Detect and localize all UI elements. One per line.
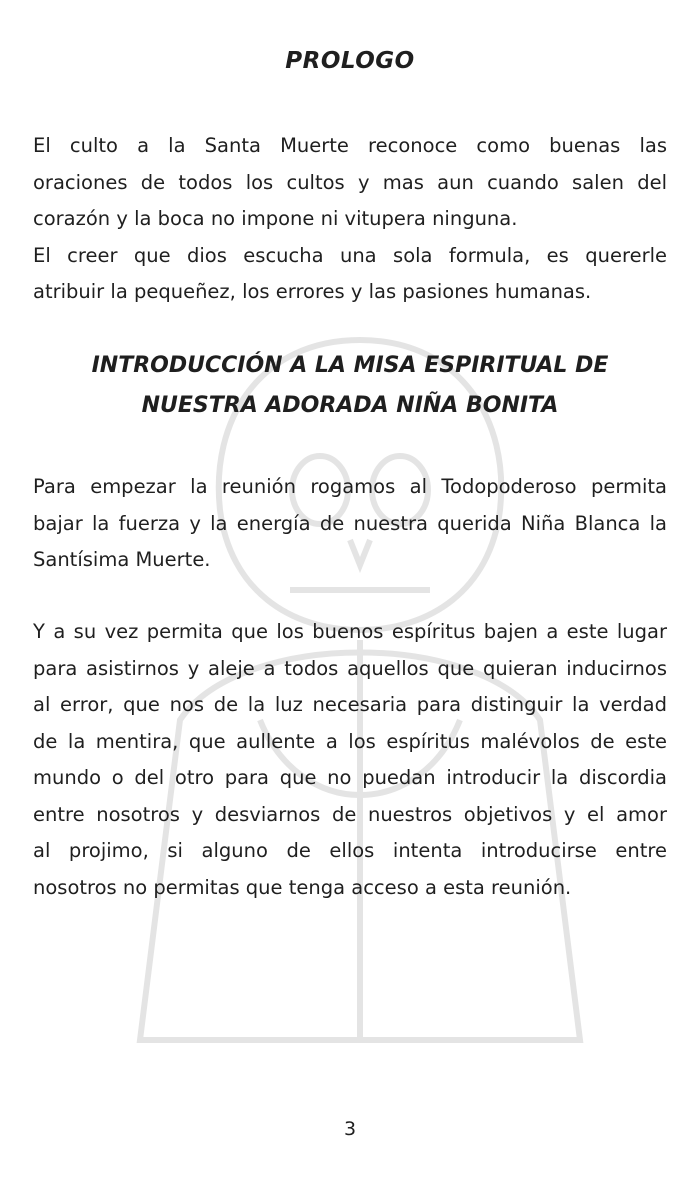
text-line: Para empezar la reunión rogamos al Todopoderoso permita <box>33 475 667 498</box>
text-line: atribuir la pequeñez, los errores y las pasiones humanas. <box>33 280 592 303</box>
text-line: nosotros no permitas que tenga acceso a esta reunión. <box>33 875 572 899</box>
text-line: oraciones de todos los cultos y mas aun cuando salen del <box>33 170 667 194</box>
page-title: PROLOGO <box>285 48 415 74</box>
intro-paragraph <box>33 469 667 579</box>
heading-line-2: NUESTRA ADORADA NIÑA BONITA <box>141 393 559 418</box>
text-line: bajar la fuerza y la energía de nuestra querida Niña Blanca la <box>33 511 667 535</box>
section-heading <box>0 346 700 426</box>
text-line: Y a su vez permita que los buenos espíritus bajen a este lugar <box>33 620 667 643</box>
page-number: 3 <box>343 1118 357 1140</box>
prologue-paragraph <box>33 128 667 311</box>
text-line: al error, que nos de la luz necesaria para distinguir la verdad <box>33 693 667 716</box>
text-line: El creer que dios escucha una sola formula, es quererle <box>33 243 667 267</box>
text-line: para asistirnos y aleje a todos aquellos que quieran inducirnos <box>33 656 667 680</box>
text-line: al projimo, si alguno de ellos intenta introducirse entre <box>33 839 667 862</box>
text-line: Santísima Muerte. <box>33 548 211 571</box>
text-line: El culto a la Santa Muerte reconoce como buenas las <box>33 134 667 157</box>
prayer-paragraph <box>33 614 667 906</box>
text-line: de la mentira, que aullente a los espíritus malévolos de este <box>33 729 667 753</box>
heading-line-1: INTRODUCCIÓN A LA MISA ESPIRITUAL DE <box>91 353 609 378</box>
text-line: mundo o del otro para que no puedan introducir la discordia <box>33 766 667 789</box>
text-line: corazón y la boca no impone ni vitupera ninguna. <box>33 207 518 230</box>
text-line: entre nosotros y desviarnos de nuestros objetivos y el amor <box>33 802 667 826</box>
